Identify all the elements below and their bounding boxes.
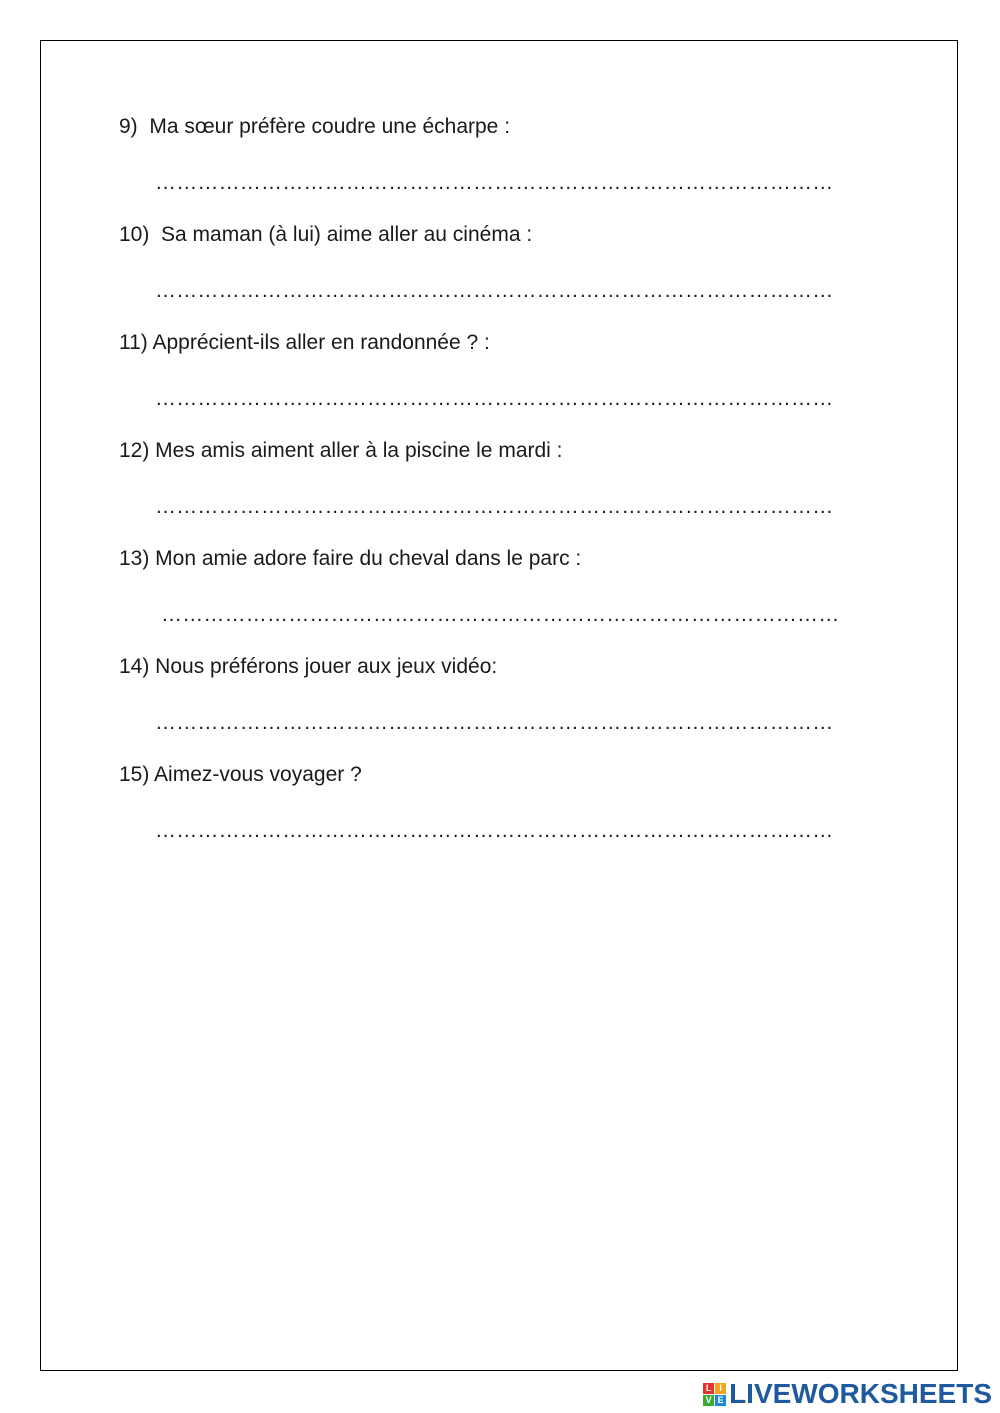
answer-line-14[interactable]: ……………………………………………………………………………………	[155, 711, 834, 734]
liveworksheets-brand	[703, 1379, 992, 1409]
worksheet-page	[40, 40, 958, 1371]
question-11: 11) Apprécient-ils aller en randonnée ? :	[119, 331, 490, 354]
answer-line-12[interactable]: ……………………………………………………………………………………	[155, 495, 834, 518]
question-14: 14) Nous préférons jouer aux jeux vidéo:	[119, 655, 498, 678]
question-10: 10) Sa maman (à lui) aime aller au cinéma :	[119, 223, 533, 246]
question-9: 9) Ma sœur préfère coudre une écharpe :	[119, 115, 511, 138]
question-12: 12) Mes amis aiment aller à la piscine le mardi :	[119, 439, 563, 462]
liveworksheets-logo-icon	[703, 1383, 726, 1406]
logo-tile-i: I	[715, 1383, 726, 1394]
answer-line-10[interactable]: ……………………………………………………………………………………	[155, 279, 834, 302]
brand-wordmark: LIVEWORKSHEETS	[729, 1378, 992, 1409]
logo-tile-e: E	[715, 1395, 726, 1406]
answer-line-9[interactable]: ……………………………………………………………………………………	[155, 171, 834, 194]
question-15: 15) Aimez-vous voyager ?	[119, 763, 362, 786]
question-13: 13) Mon amie adore faire du cheval dans le parc :	[119, 547, 582, 570]
answer-line-11[interactable]: ……………………………………………………………………………………	[155, 387, 834, 410]
answer-line-13[interactable]: ……………………………………………………………………………………	[161, 603, 840, 626]
logo-tile-v: V	[703, 1395, 714, 1406]
answer-line-15[interactable]: ……………………………………………………………………………………	[155, 819, 834, 842]
logo-tile-l: L	[703, 1383, 714, 1394]
